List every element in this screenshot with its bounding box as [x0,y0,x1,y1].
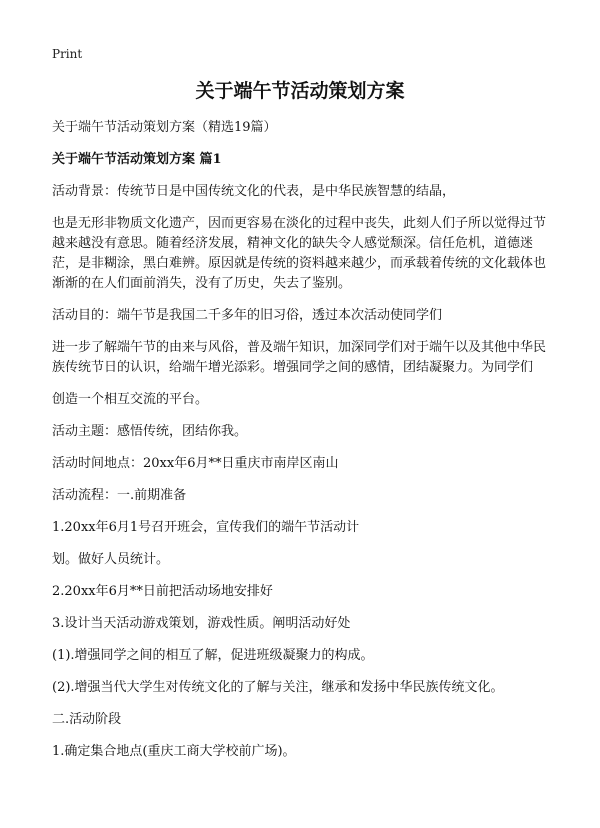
paragraph: (2).增强当代大学生对传统文化的了解与关注，继承和发扬中华民族传统文化。 [52,680,504,695]
paragraph: (1).增强同学之间的相互了解，促进班级凝聚力的构成。 [52,648,374,663]
section-heading: 关于端午节活动策划方案 篇1 [52,152,222,167]
paragraph: 活动流程：一.前期准备 [52,488,187,503]
document-title: 关于端午节活动策划方案 [195,80,405,102]
paragraph: 二.活动阶段 [52,712,122,727]
paragraph: 活动目的：端午节是我国二千多年的旧习俗，透过本次活动使同学们 [52,308,443,323]
paragraph: 活动时间地点：20xx年6月**日重庆市南岸区南山 [52,456,339,471]
document-body [52,118,552,774]
paragraph: 活动背景：传统节日是中国传统文化的代表，是中华民族智慧的结晶， [52,184,456,199]
paragraph: 划。做好人员统计。 [52,552,170,567]
print-label: Print [52,47,83,61]
paragraph: 1.20xx年6月1号召开班会，宣传我们的端午节活动计 [52,520,360,535]
paragraph: 2.20xx年6月**日前把活动场地安排好 [52,584,273,599]
paragraph: 创造一个相互交流的平台。 [52,392,209,407]
paragraph: 1.确定集合地点(重庆工商大学校前广场)。 [52,744,296,759]
paragraph: 活动主题：感悟传统，团结你我。 [52,424,248,439]
paragraph: 3.设计当天活动游戏策划，游戏性质。阐明活动好处 [52,616,351,631]
document-subtitle: 关于端午节活动策划方案（精选19篇） [52,120,277,135]
paragraph: 也是无形非物质文化遗产，因而更容易在淡化的过程中丧失，此刻人们子所以觉得过节越来越没有意思。随着经济发展，精神文化的缺失令人感觉颓深。信任危机，道德迷茫，是非糊涂，黑白难辨。原因就是传统的资料越来越少，而承载着传统的文化载体也渐渐的在人们面前消失，没有了历史，失去了鉴别。 [52,216,547,291]
paragraph: 进一步了解端午节的由来与风俗，普及端午知识，加深同学们对于端午以及其他中华民族传统节日的认识，给端午增光添彩。增强同学之间的感情，团结凝聚力。为同学们 [52,340,547,375]
